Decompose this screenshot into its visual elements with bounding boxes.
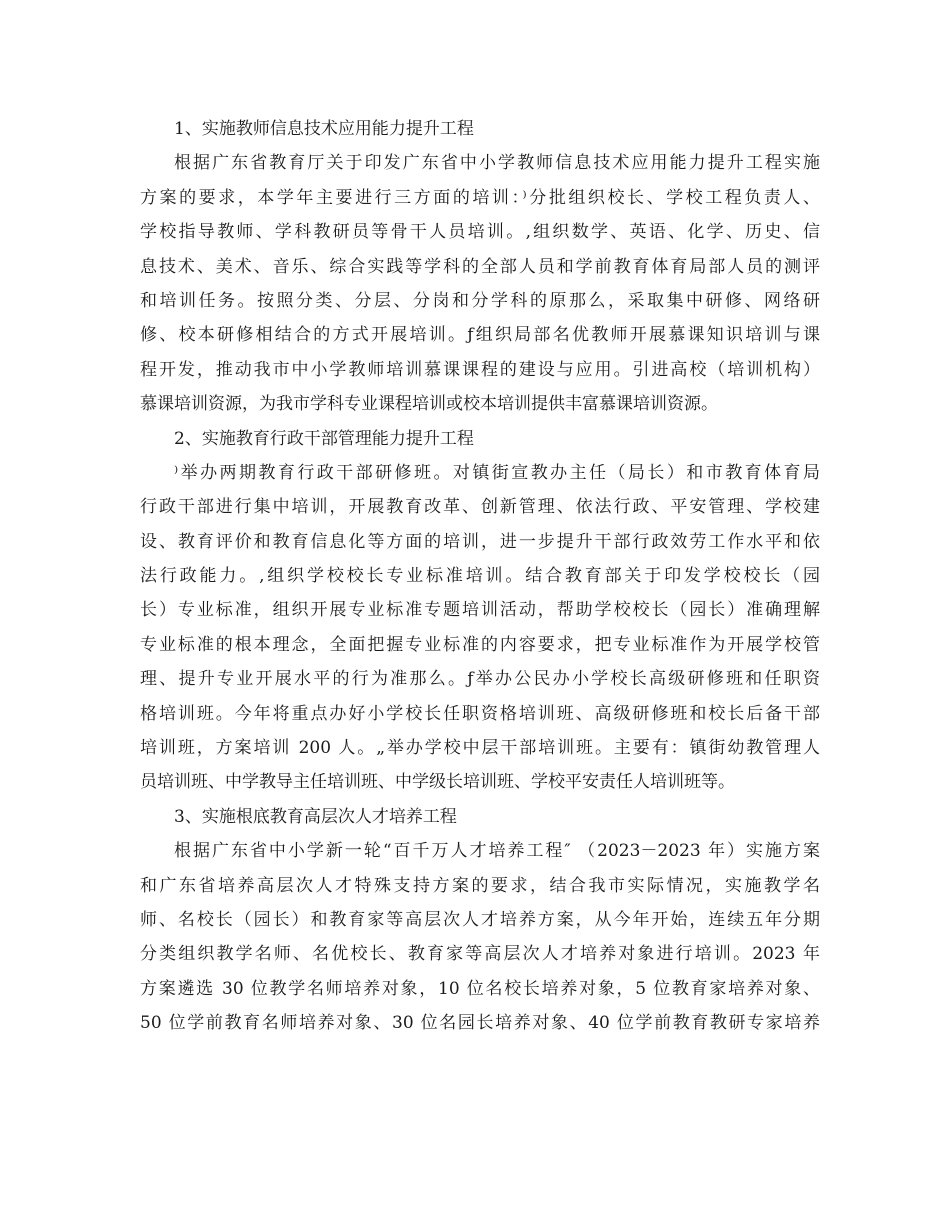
paragraph-line: 方案的要求，本学年主要进行三方面的培训：⁾分批组织校长、学校工程负责人、 [140, 187, 820, 208]
paragraph-line: 长）专业标准，组织开展专业标准专题培训活动，帮助学校校长（园长）准确理解 [140, 600, 820, 621]
paragraph-line: 息技术、美术、音乐、综合实践等学科的全部人员和学前教育体育局部人员的测评 [140, 256, 820, 277]
section-heading-1: 1、实施教师信息技术应用能力提升工程 [174, 119, 474, 139]
paragraph-line: ⁾举办两期教育行政干部研修班。对镇街宣教办主任（局长）和市教育体育局 [174, 462, 820, 483]
paragraph-line: 程开发，推动我市中小学教师培训慕课课程的建设与应用。引进高校（培训机构） [140, 359, 820, 380]
paragraph-line: 根据广东省教育厅关于印发广东省中小学教师信息技术应用能力提升工程实施 [174, 153, 820, 174]
paragraph-line: 和培训任务。按照分类、分层、分岗和分学科的原那么，采取集中研修、网络研 [140, 290, 820, 311]
paragraph-line: 慕课培训资源，为我市学科专业课程培训或校本培训提供丰富慕课培训资源。 [140, 394, 718, 415]
paragraph-line: 和广东省培养高层次人才特殊支持方案的要求，结合我市实际情况，实施教学名 [140, 875, 820, 896]
paragraph-line: 修、校本研修相结合的方式开展培训。ƒ组织局部名优教师开展慕课知识培训与课 [140, 325, 820, 346]
paragraph-line: 分类组织教学名师、名优校长、教育家等高层次人才培养对象进行培训。2023 年 [140, 944, 820, 965]
paragraph-line: 50 位学前教育名师培养对象、30 位名园长培养对象、40 位学前教育教研专家培养 [140, 1013, 820, 1034]
paragraph-line: 学校指导教师、学科教研员等骨干人员培训。‚组织数学、英语、化学、历史、信 [140, 222, 820, 243]
paragraph-line: 专业标准的根本理念，全面把握专业标准的内容要求，把专业标准作为开展学校管 [140, 634, 820, 655]
document-body [140, 112, 820, 1041]
paragraph-line: 培训班，方案培训 200 人。„举办学校中层干部培训班。主要有：镇街幼教管理人 [140, 738, 820, 759]
paragraph-line: 员培训班、中学教导主任培训班、中学级长培训班、学校平安责任人培训班等。 [140, 772, 735, 793]
section-heading-3: 3、实施根底教育高层次人才培养工程 [174, 806, 457, 827]
paragraph-line: 师、名校长（园长）和教育家等高层次人才培养方案，从今年开始，连续五年分期 [140, 909, 820, 930]
paragraph-line: 方案遴选 30 位教学名师培养对象，10 位名校长培养对象，5 位教育家培养对象、 [140, 978, 820, 999]
paragraph-line: 格培训班。今年将重点办好小学校长任职资格培训班、高级研修班和校长后备干部 [140, 703, 820, 724]
paragraph-line: 设、教育评价和教育信息化等方面的培训，进一步提升干部行政效劳工作水平和依 [140, 531, 820, 552]
paragraph-line: 法行政能力。‚组织学校校长专业标准培训。结合教育部关于印发学校校长（园 [140, 566, 820, 587]
paragraph-line: 理、提升专业开展水平的行为准那么。ƒ举办公民办小学校长高级研修班和任职资 [140, 669, 820, 690]
paragraph-line: 根据广东省中小学新一轮“百千万人才培养工程″ （2023－2023 年）实施方案 [174, 841, 820, 862]
section-heading-2: 2、实施教育行政干部管理能力提升工程 [174, 428, 474, 449]
paragraph-line: 行政干部进行集中培训，开展教育改革、创新管理、依法行政、平安管理、学校建 [140, 497, 820, 518]
